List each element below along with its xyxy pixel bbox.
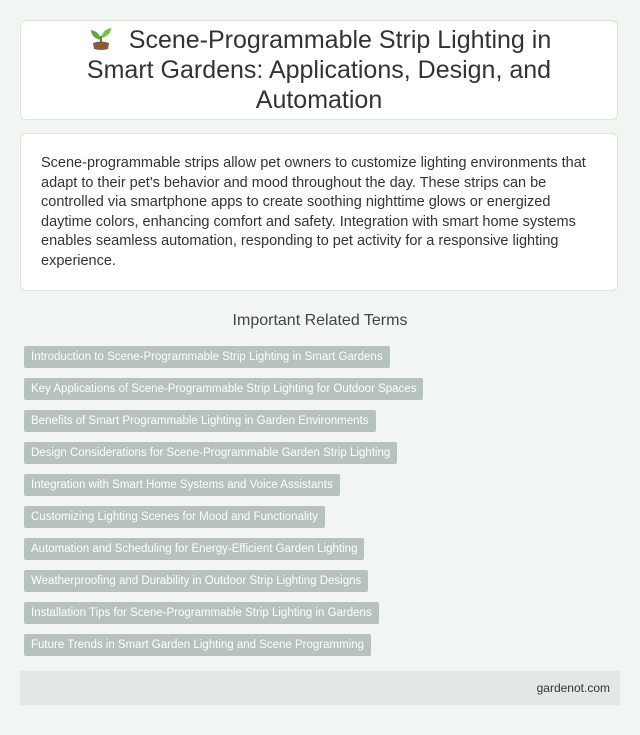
related-terms-list xyxy=(24,346,423,666)
related-terms-heading: Important Related Terms xyxy=(232,312,408,329)
footer xyxy=(20,671,620,705)
title-card xyxy=(20,20,618,120)
footer-site-link[interactable]: gardenot.com xyxy=(536,681,610,695)
related-term-link[interactable]: Automation and Scheduling for Energy-Efficient Garden Lighting xyxy=(24,538,364,560)
description-card xyxy=(20,133,618,291)
page-title-text: Scene-Programmable Strip Lighting in Smart Gardens: Applications, Design, and Automation xyxy=(86,26,552,114)
sprout-icon xyxy=(87,25,115,51)
related-term-link[interactable]: Introduction to Scene-Programmable Strip Lighting in Smart Gardens xyxy=(24,346,390,368)
related-term-link[interactable]: Key Applications of Scene-Programmable Strip Lighting for Outdoor Spaces xyxy=(24,378,423,400)
related-term-link[interactable]: Design Considerations for Scene-Programmable Garden Strip Lighting xyxy=(24,442,397,464)
description-text: Scene-programmable strips allow pet owners to customize lighting environments that adapt to their pet's behavior and mood throughout the day. These strips can be controlled via smartphone apps to create soothing nighttime glows or energized daytime colors, enhancing comfort and safety. Integration with smart home systems enables seamless automation, responding to pet activity for a responsive lighting experience. xyxy=(41,155,586,269)
related-term-link[interactable]: Integration with Smart Home Systems and Voice Assistants xyxy=(24,474,340,496)
related-term-link[interactable]: Customizing Lighting Scenes for Mood and Functionality xyxy=(24,506,325,528)
related-term-link[interactable]: Benefits of Smart Programmable Lighting in Garden Environments xyxy=(24,410,376,432)
related-term-link[interactable]: Future Trends in Smart Garden Lighting and Scene Programming xyxy=(24,634,371,656)
related-term-link[interactable]: Installation Tips for Scene-Programmable Strip Lighting in Gardens xyxy=(24,602,379,624)
page-title xyxy=(51,25,587,115)
related-term-link[interactable]: Weatherproofing and Durability in Outdoor Strip Lighting Designs xyxy=(24,570,368,592)
